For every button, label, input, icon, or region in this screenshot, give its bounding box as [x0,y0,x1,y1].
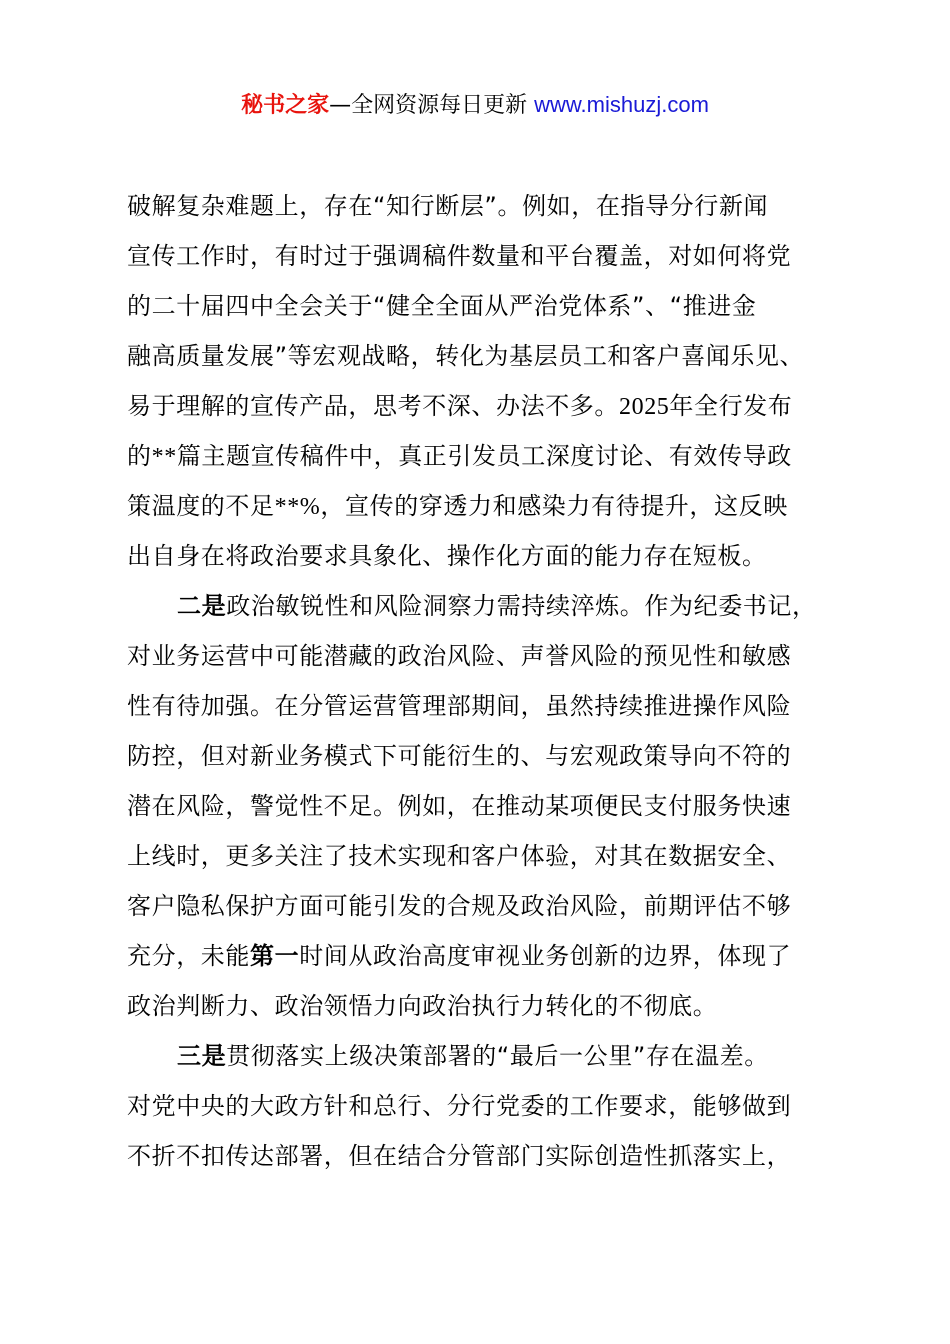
text-span: 易于理解的宣传产品，思考不深、办法不多。 [127,392,619,420]
text-line [127,1131,839,1181]
text-line [127,631,839,681]
text-span: 性有待加强。在分管运营管理部期间，虽然持续推进操作风险 [127,692,792,720]
text-line [127,181,839,231]
text-span: 潜在风险，警觉性不足。例如，在推动某项便民支付服务快速 [127,792,792,820]
text-line [127,231,839,281]
text-line [127,881,839,931]
site-url-link[interactable]: www.mishuzj.com [534,92,709,117]
text-line [127,781,839,831]
paragraph-lead: 三是 [177,1042,227,1070]
text-line [127,931,839,981]
text-line [127,431,839,481]
paragraph-start-line [127,1031,839,1081]
site-tagline: —全网资源每日更新 [329,93,535,118]
number-span: **% [274,494,321,520]
text-span: 的二十届四中全会关于“健全全面从严治党体系”、“推进金 [127,292,757,320]
document-body [127,181,839,1181]
text-span: 对业务运营中可能潜藏的政治风险、声誉风险的预见性和敏感 [127,642,792,670]
text-span: 策温度的不足 [127,492,275,520]
text-line [127,681,839,731]
text-line [127,1081,839,1131]
text-span: 篇主题宣传稿件中，真正引发员工深度讨论、有效传导政 [176,442,792,470]
text-line [127,331,839,381]
site-brand: 秘书之家 [241,93,330,118]
text-span: 防控，但对新业务模式下可能衍生的、与宏观政策导向不符的 [127,742,792,770]
number-span: ** [151,444,177,470]
text-span: 贯彻落实上级决策部署的“最后一公里”存在温差。 [226,1042,769,1070]
paragraph-lead: 二是 [177,592,227,620]
text-span: 出自身在将政治要求具象化、操作化方面的能力存在短板。 [127,542,767,570]
text-line [127,731,839,781]
bold-span: 第一 [250,942,300,970]
text-span: 不折不扣传达部署，但在结合分管部门实际创造性抓落实上， [127,1142,792,1170]
text-span: ，宣传的穿透力和感染力有待提升，这反映 [320,492,788,520]
text-span: 政治敏锐性和风险洞察力需持续淬炼。作为纪委书记， [226,592,817,620]
text-span: 上线时，更多关注了技术实现和客户体验，对其在数据安全、 [127,842,792,870]
text-line [127,831,839,881]
text-line [127,531,839,581]
text-span: 年全行发布 [669,392,793,420]
text-span: 的 [127,442,152,470]
text-line [127,381,839,431]
text-line [127,481,839,531]
text-span: 充分，未能 [127,942,250,970]
site-header [0,88,950,123]
text-line [127,981,839,1031]
text-span: 政治判断力、政治领悟力向政治执行力转化的不彻底。 [127,992,718,1020]
paragraph-start-line [127,581,839,631]
text-span: 宣传工作时，有时过于强调稿件数量和平台覆盖，对如何将党 [127,242,792,270]
text-span: 破解复杂难题上，存在“知行断层”。例如，在指导分行新闻 [127,192,769,220]
text-line [127,281,839,331]
number-span: 2025 [619,394,670,420]
text-span: 时间从政治高度审视业务创新的边界，体现了 [299,942,792,970]
text-span: 对党中央的大政方针和总行、分行党委的工作要求，能够做到 [127,1092,792,1120]
text-span: 融高质量发展”等宏观战略，转化为基层员工和客户喜闻乐见、 [127,342,805,370]
text-span: 客户隐私保护方面可能引发的合规及政治风险，前期评估不够 [127,892,792,920]
